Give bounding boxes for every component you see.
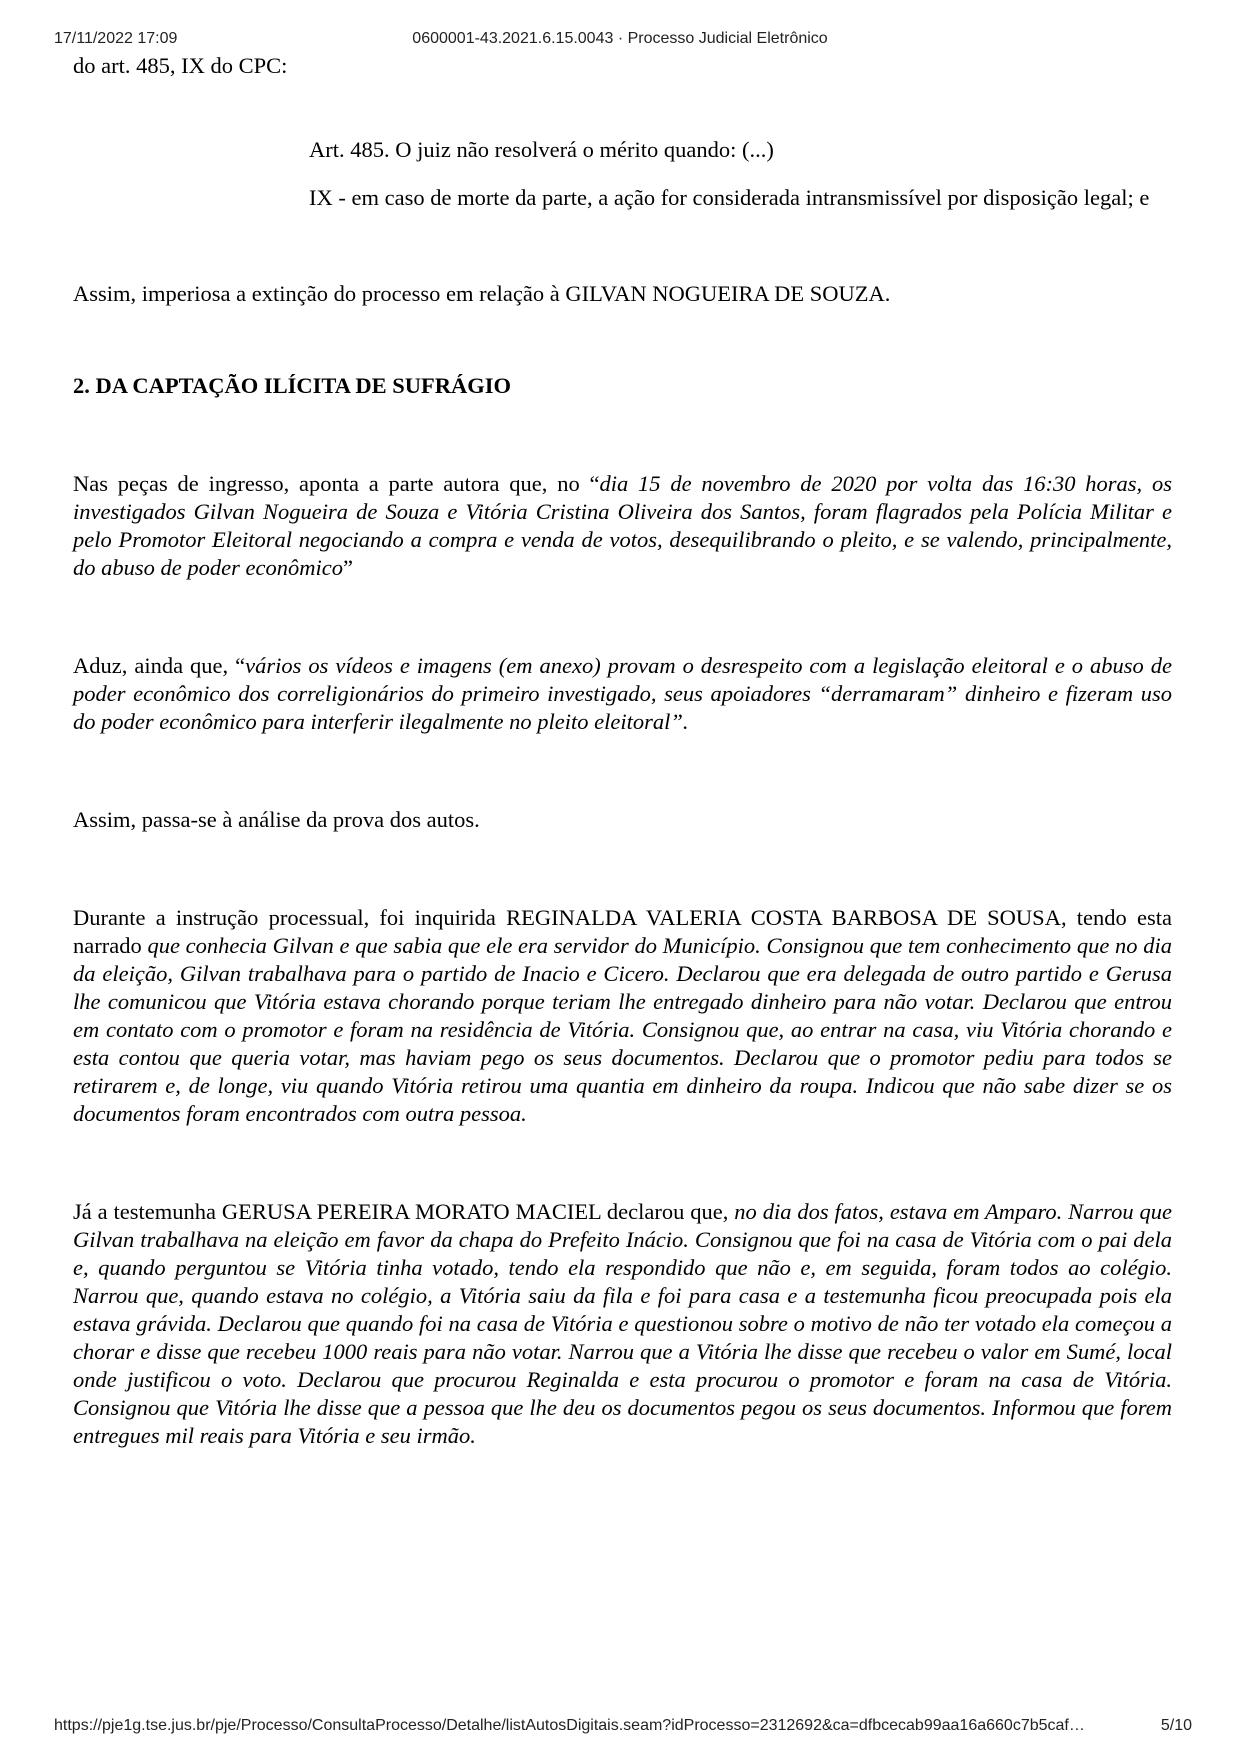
paragraph-analise: Assim, passa-se à análise da prova dos autos. [73,807,480,832]
paragraph-intro: do art. 485, IX do CPC: [73,53,288,78]
document-body [73,52,1172,1450]
italic-quote: vários os vídeos e imagens (em anexo) provam o desrespeito com a legislação eleitoral e o abuso de poder econômico dos correligionários do primeiro investigado, seus apoiadores “derramaram” dinheiro e fizeram uso do poder econômico para interferir ilegalmente no pleito eleitoral”. [73,653,1172,734]
italic-quote: dia 15 de novembro de 2020 por volta das 16:30 horas, os investigados Gilvan Nogueira de Souza e Vitória Cristina Oliveira dos Santos, foram flagrados pela Polícia Militar e pelo Promotor Eleitoral negociando a compra e venda de votos, desequilibrando o pleito, e se valendo, principalmente, do abuso de poder econômico [73,471,1172,580]
text-run: Aduz, ainda que, “ [73,653,246,678]
text-run: Nas peças de ingresso, aponta a parte autora que, no “ [73,471,600,496]
paragraph-gerusa [73,1198,1172,1450]
text-run: Já a testemunha GERUSA PEREIRA MORATO MACIEL declarou que, [73,1199,735,1224]
italic-testimony: que conhecia Gilvan e que sabia que ele era servidor do Município. Consignou que tem conhecimento que no dia da eleição, Gilvan trabalhava para o partido de Inacio e Cicero. Declarou que era delegada de outro partido e Gerusa lhe comunicou que Vitória estava chorando porque teriam lhe entregado dinheiro para não votar. Declarou que entrou em contato com o promotor e foram na residência de Vitória. Consignou que, ao entrar na casa, viu Vitória chorando e esta contou que queria votar, mas haviam pego os seus documentos. Declarou que o promotor pediu para todos se retirarem e, de longe, viu quando Vitória retirou uma quantia em dinheiro da roupa. Indicou que não sabe dizer se os documentos foram encontrados com outra pessoa. [73,933,1172,1126]
paragraph-aduz [73,652,1172,736]
page-url: https://pje1g.tse.jus.br/pje/Processo/ConsultaProcesso/Detalhe/listAutosDigitais.seam?idProcesso=2312692&ca=dfbcecab99aa16a660c7b5caf… [54,1717,1085,1734]
section-heading: 2. DA CAPTAÇÃO ILÍCITA DE SUFRÁGIO [73,373,511,398]
page-number: 5/10 [1160,1717,1192,1734]
print-datetime: 17/11/2022 17:09 [54,30,178,47]
paragraph-extincao: Assim, imperiosa a extinção do processo em relação à GILVAN NOGUEIRA DE SOUZA. [73,281,891,306]
quote-inciso-ix: IX - em caso de morte da parte, a ação for considerada intransmissível por disposição legal; e [309,185,1150,210]
paragraph-pecas-ingresso [73,470,1172,582]
document-title: 0600001-43.2021.6.15.0043 · Processo Judicial Eletrônico [412,30,828,47]
italic-testimony: no dia dos fatos, estava em Amparo. Narrou que Gilvan trabalhava na eleição em favor da chapa do Prefeito Inácio. Consignou que foi na casa de Vitória com o pai dela e, quando perguntou se Vitória tinha votado, tendo ela respondido que não e, em seguida, foram todos ao colégio. Narrou que, quando estava no colégio, a Vitória saiu da fila e foi para casa e a testemunha ficou preocupada pois ela estava grávida. Declarou que quando foi na casa de Vitória e questionou sobre o motivo de não ter votado ela começou a chorar e disse que recebeu 1000 reais para não votar. Narrou que a Vitória lhe disse que recebeu o valor em Sumé, local onde justificou o voto. Declarou que procurou Reginalda e esta procurou o promotor e foram na casa de Vitória. Consignou que Vitória lhe disse que a pessoa que lhe deu os documentos pegou os seus documentos. Informou que forem entregues mil reais para Vitória e seu irmão. [73,1199,1172,1448]
text-run: ” [342,555,353,580]
quote-art-485: Art. 485. O juiz não resolverá o mérito quando: (...) [309,137,774,162]
paragraph-reginalda [73,904,1172,1128]
text-run: Durante a instrução processual, foi inquirida REGINALDA VALERIA COSTA BARBOSA DE SOUSA, tendo esta narrado [73,905,1172,958]
